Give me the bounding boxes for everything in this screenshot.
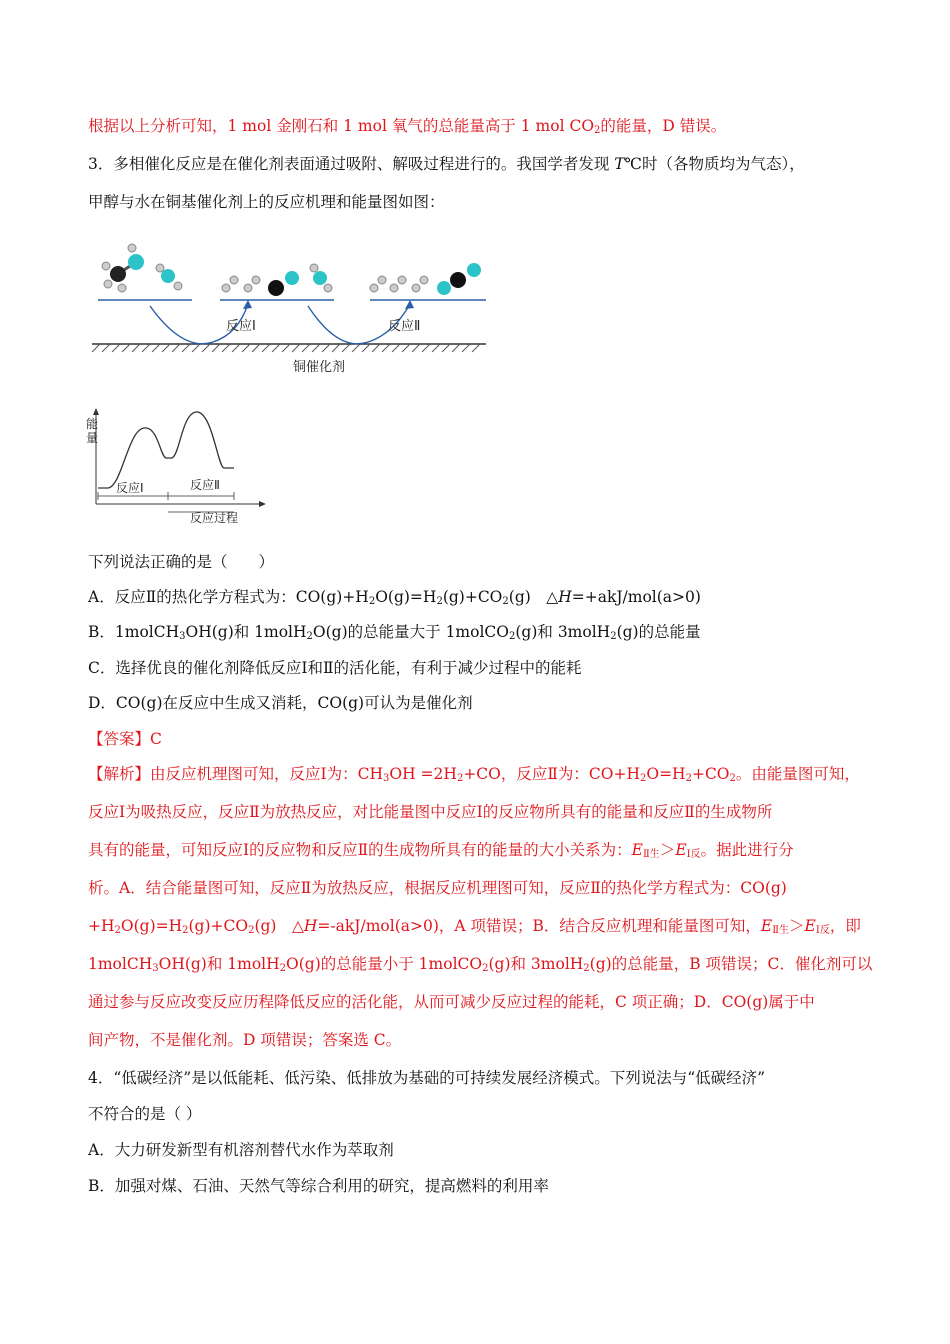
q3-analysis-line6: 1molCH$_3$OH(g)和 1molH$_2$O(g)的总能量小于 1molCO$_2$(g)和 3molH$_2$(g)的总能量，B 项错误；C．催化剂可以 xyxy=(88,955,873,974)
q3-stem-line2: 甲醇与水在铜基催化剂上的反应机理和能量图如图： xyxy=(88,193,445,211)
q3-question: 下列说法正确的是（ ） xyxy=(88,553,275,571)
q3-option-d: D．CO(g)在反应中生成又消耗，CO(g)可认为是催化剂 xyxy=(88,694,473,712)
q4-stem-line2: 不符合的是（ ） xyxy=(88,1105,202,1123)
fig1-label-reaction2: 反应Ⅱ xyxy=(388,319,421,334)
energy-diagram-figure xyxy=(84,408,269,526)
q3-analysis-line4: 析。A．结合能量图可知，反应Ⅱ为放热反应，根据反应机理图可知，反应Ⅱ的热化学方程式为：CO(g) xyxy=(88,879,787,897)
q3-option-c: C．选择优良的催化剂降低反应Ⅰ和Ⅱ的活化能，有利于减少过程中的能耗 xyxy=(88,659,582,677)
fig2-seg-reaction1: 反应Ⅰ xyxy=(116,481,144,495)
q3-analysis-line1: 【解析】由反应机理图可知，反应Ⅰ为：$CH_3OH =2H_2+CO$，反应Ⅱ为：$CO+H_2O=H_2+CO_2$。由能量图可知， xyxy=(88,765,860,784)
fig2-xlabel: 反应过程 xyxy=(190,511,239,525)
q3-option-b: B．1molCH$_3$OH(g)和 1molH$_2$O(g)的总能量大于 1molCO$_2$(g)和 3molH$_2$(g)的总能量 xyxy=(88,623,701,642)
q3-option-a: A．反应Ⅱ的热化学方程式为：$CO(g)+H_2O(g)=H_2(g)+CO_2(g)$ △H=+akJ/mol(a>0) xyxy=(88,588,701,607)
q3-analysis-line5: $+H_2O(g)=H_2(g)+CO_2(g)$ △H=-akJ/mol(a>0)，A 项错误；B．结合反应机理和能量图可知，$E_{Ⅱ生}>E_{Ⅰ反}$，即 xyxy=(88,917,861,936)
fig2-ylabel-1: 能 xyxy=(86,417,99,431)
reaction-mechanism-figure xyxy=(88,228,498,378)
fig1-label-catalyst: 铜催化剂 xyxy=(293,360,346,375)
fig2-ylabel-2: 量 xyxy=(86,431,99,445)
previous-conclusion: 根据以上分析可知，1 mol 金刚石和 1 mol 氧气的总能量高于 1 mol $CO_2$的能量，D 错误。 xyxy=(88,117,727,136)
q3-analysis-line8: 间产物，不是催化剂。D 项错误；答案选 C。 xyxy=(88,1031,402,1049)
q4-option-a: A．大力研发新型有机溶剂替代水作为萃取剂 xyxy=(88,1141,394,1159)
q3-analysis-line7: 通过参与反应改变反应历程降低反应的活化能，从而可减少反应过程的能耗，C 项正确；D．CO(g)属于中 xyxy=(88,993,815,1011)
q3-answer: 【答案】C xyxy=(88,730,162,748)
fig2-seg-reaction2: 反应Ⅱ xyxy=(190,478,220,492)
fig1-label-reaction1: 反应Ⅰ xyxy=(226,319,256,334)
q4-stem-line1: 4．“低碳经济”是以低能耗、低污染、低排放为基础的可持续发展经济模式。下列说法与“低碳经济” xyxy=(88,1069,766,1087)
q3-analysis-line3: 具有的能量，可知反应Ⅰ的反应物和反应Ⅱ的生成物所具有的能量的大小关系为：$E_{Ⅱ生}>E_{Ⅰ反}$。据此进行分 xyxy=(88,841,794,860)
q3-analysis-line2: 反应Ⅰ为吸热反应，反应Ⅱ为放热反应，对比能量图中反应Ⅰ的反应物所具有的能量和反应Ⅱ的生成物所 xyxy=(88,803,773,821)
q3-stem-line1: 3．多相催化反应是在催化剂表面通过吸附、解吸过程进行的。我国学者发现 T℃时（各物质均为气态）， xyxy=(88,155,805,173)
q4-option-b: B．加强对煤、石油、天然气等综合利用的研究，提高燃料的利用率 xyxy=(88,1177,549,1195)
